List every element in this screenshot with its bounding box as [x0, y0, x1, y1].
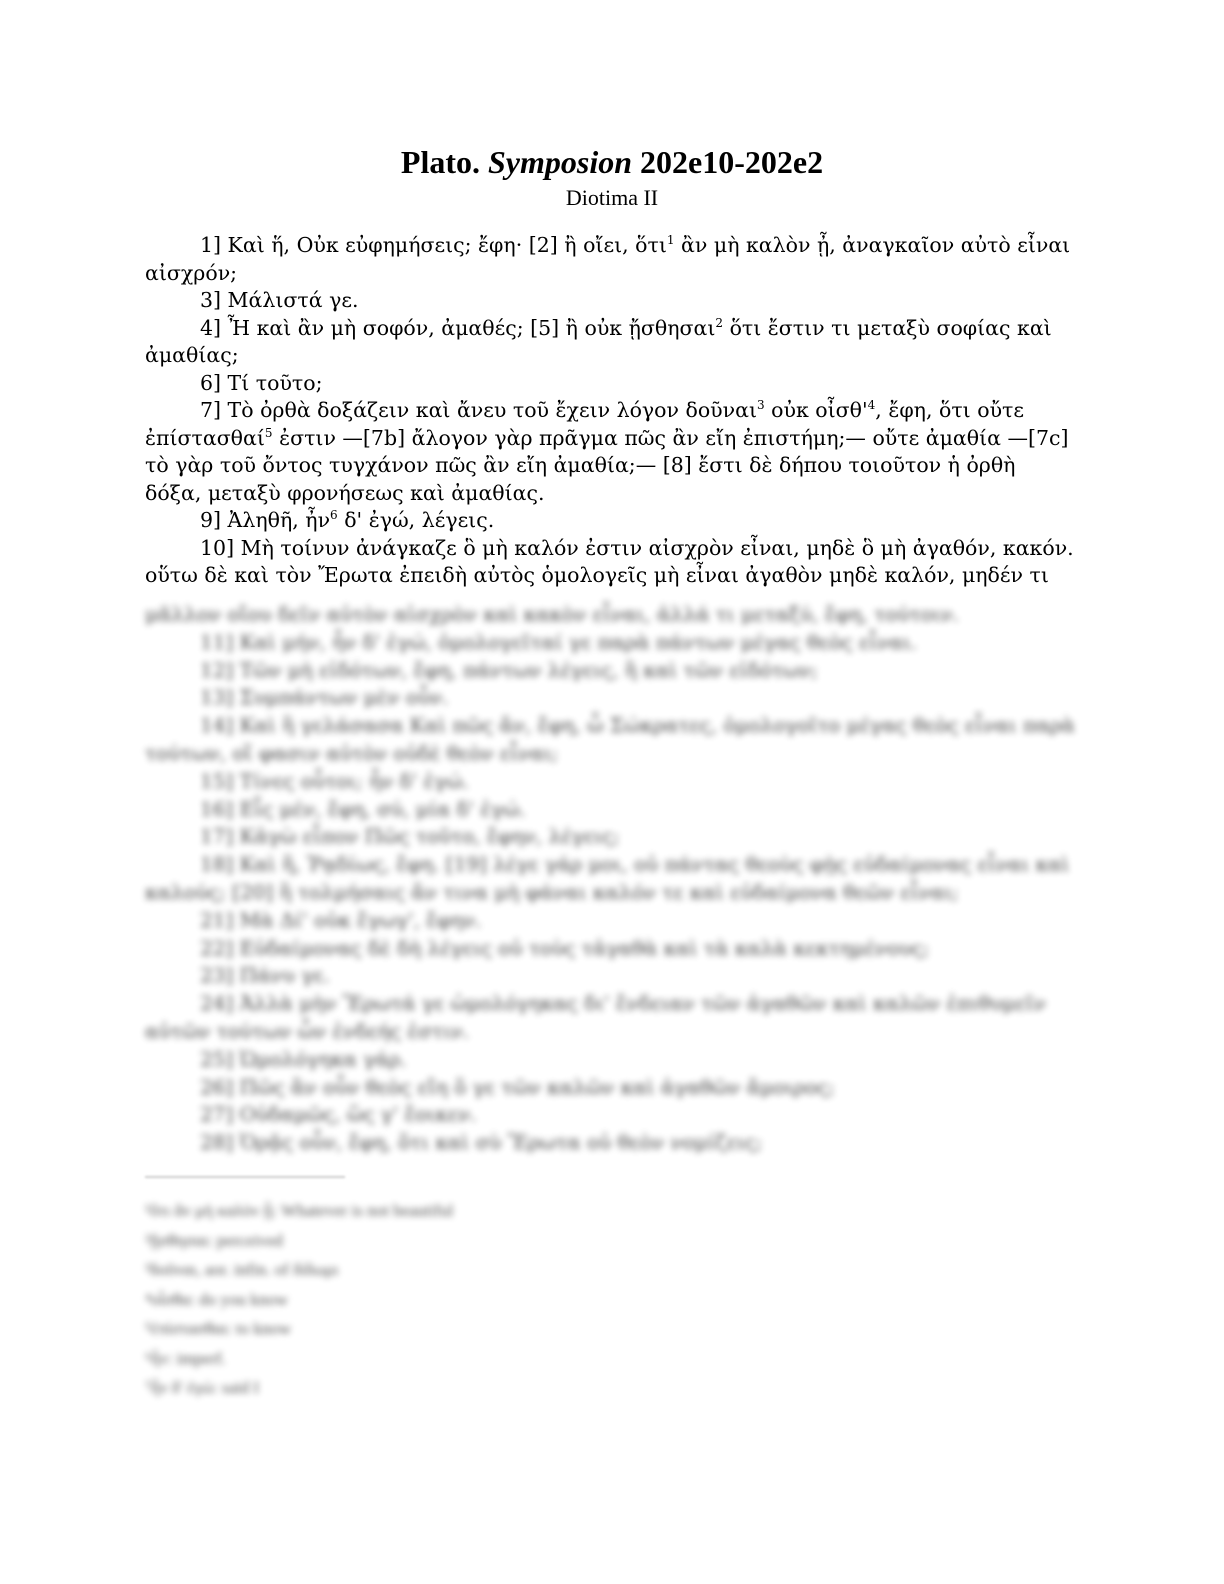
paragraph-9-text-b: δ' ἐγώ, λέγεις. [337, 508, 495, 532]
paragraph-18: 18] Καὶ ἥ, Ῥᾳδίως, ἔφη. [19] λέγε γάρ μοι, οὐ πάντας θεοὺς φῂς εὐδαίμονας εἶναι καὶ καλούς; [20] ἢ τολμήσαις ἄν τινα μὴ φάναι καλόν τε καὶ εὐδαίμονα θεῶν εἶναι; [145, 852, 1070, 904]
footnote-ref-1: 1 [666, 233, 675, 248]
paragraph-10-end: μᾶλλον οἴου δεῖν αὐτὸν αἰσχρὸν καὶ κακὸν εἶναι, ἀλλά τι μεταξύ, ἔφη, τούτοιν. [145, 602, 959, 626]
paragraph-13: 13] Συμπάντων μὲν οὖν. [200, 685, 449, 710]
paragraph-7-text-d: ἐστιν —[7b] ἄλογον γὰρ πρᾶγμα πῶς ἂν εἴη ἐπιστήμη;— οὔτε ἀμαθία —[7c] τὸ γὰρ τοῦ ὄντος τυγχάνον πῶς ἂν εἴη ἀμαθία;— [8] ἔστι δὲ δήπου τοιοῦτον ἡ ὀρθὴ δόξα, μεταξὺ φρονήσεως καὶ ἀμαθίας. [145, 425, 1069, 505]
paragraph-28: 28] Ὁρᾷς οὖν, ἔφη, ὅτι καὶ σὺ Ἔρωτα οὐ θεὸν νομίζεις; [200, 1130, 763, 1155]
footnotes [145, 1196, 665, 1403]
paragraph-1 [145, 232, 1075, 287]
paragraph-3: 3] Μάλιστά γε. [200, 288, 359, 312]
title-author: Plato. [400, 144, 480, 180]
footnote: ⁴οἶσθα: do you know [145, 1289, 288, 1309]
paragraph-22: 22] Εὐδαίμονας δὲ δὴ λέγεις οὐ τοὺς τἀγαθὰ καὶ τὰ καλὰ κεκτημένους; [200, 935, 930, 960]
footnote: ³δοῦναι, aor. infin. of δίδωμι [145, 1260, 339, 1279]
footnote-ref-4: 4 [867, 398, 876, 413]
footnote: ⁶ἦν: imperf. [145, 1348, 227, 1368]
paragraph-1-text-b: ἂν μὴ καλὸν ᾖ, ἀναγκαῖον αὐτὸ εἶναι αἰσχρόν; [145, 233, 1071, 285]
title-passage: 202e10-202e2 [640, 144, 824, 180]
paragraph-4-text-a: 4] Ἦ καὶ ἂν μὴ σοφόν, ἀμαθές; [5] ἢ οὐκ ᾔσθησαι [200, 315, 716, 340]
paragraph-26: 26] Πῶς ἂν οὖν θεὸς εἴη ὅ γε τῶν καλῶν καὶ ἀγαθῶν ἄμοιρος; [200, 1074, 835, 1099]
footnote: ¹ὅτι ἂν μὴ καλὸν ᾖ: Whatever is not beautiful [145, 1201, 454, 1220]
paragraph-9-text-a: 9] Ἀληθῆ, ἦν [200, 508, 331, 532]
paragraph-17: 17] Κἀγὼ εἶπον Πῶς τοῦτο, ἔφην, λέγεις; [200, 824, 620, 849]
paragraph-7-text-b: οὐκ οἶσθ' [764, 398, 868, 422]
paragraph-16: 16] Εἷς μέν, ἔφη, σύ, μία δ' ἐγώ. [200, 796, 526, 821]
paragraph-25: 25] Ὡμολόγηκα γάρ. [200, 1046, 407, 1071]
title-work: Symposion [488, 144, 633, 180]
paragraph-11: 11] Καὶ μήν, ἦν δ' ἐγώ, ὁμολογεῖταί γε παρὰ πάντων μέγας θεὸς εἶναι. [200, 629, 918, 654]
paragraph-10: 10] Μὴ τοίνυν ἀνάγκαζε ὃ μὴ καλόν ἐστιν αἰσχρὸν εἶναι, μηδὲ ὃ μὴ ἀγαθόν, κακόν. οὕτω δὲ καὶ τὸν Ἔρωτα ἐπειδὴ αὐτὸς ὁμολογεῖς μὴ εἶναι ἀγαθὸν μηδὲ καλόν, μηδέν τι [145, 535, 1074, 587]
paragraph-21: 21] Μὰ Δί' οὐκ ἔγωγ', ἔφην. [200, 907, 482, 932]
footnote-ref-6: 6 [330, 508, 338, 523]
footnote-ref-5: 5 [264, 425, 273, 440]
footnote-ref-3: 3 [756, 398, 765, 413]
blurred-text-region [145, 601, 1075, 1157]
paragraph-24: 24] Ἀλλὰ μὴν Ἔρωτά γε ὡμολόγηκας δι' ἔνδειαν τῶν ἀγαθῶν καὶ καλῶν ἐπιθυμεῖν αὐτῶν τούτων ὧν ἐνδεής ἐστιν. [145, 991, 1046, 1043]
paragraph-7-text-a: 7] Τὸ ὀρθὰ δοξάζειν καὶ ἄνευ τοῦ ἔχειν λόγον δοῦναι [200, 398, 757, 422]
paragraph-4-text-b: ὅτι ἔστιν τι μεταξὺ σοφίας καὶ ἀμαθίας; [145, 315, 1052, 367]
paragraph-4 [145, 315, 1075, 370]
paragraph-9 [145, 507, 1075, 535]
paragraph-1-text-a: 1] Καὶ ἥ, Οὐκ εὐφημήσεις; ἔφη· [2] ἢ οἴει, ὅτι [200, 233, 667, 257]
paragraph-14: 14] Καὶ ἣ γελάσασα Καὶ πῶς ἄν, ἔφη, ὦ Σώκρατες, ὁμολογοῖτο μέγας θεὸς εἶναι παρὰ τούτων, οἵ φασιν αὐτὸν οὐδὲ θεὸν εἶναι; [145, 713, 1075, 765]
paragraph-27: 27] Οὐδαμῶς, ὥς γ' ἔοικεν. [200, 1102, 477, 1127]
text-body [145, 232, 1075, 590]
paragraph-7 [145, 397, 1075, 507]
paragraph-7-text-c: , ἔφη, ὅτι οὔτε ἐπίστασθαί [145, 398, 1024, 450]
page-subtitle: Diotima II [565, 185, 659, 210]
footnote: ⁵ἐπίστασθαι: to know [145, 1319, 292, 1338]
paragraph-23: 23] Πάνυ γε. [200, 963, 330, 988]
footnote: ⁷ἦν δ' ἐγώ: said I [145, 1378, 260, 1397]
paragraph-12: 12] Τῶν μὴ εἰδότων, ἔφη, πάντων λέγεις, ἢ καὶ τῶν εἰδότων; [200, 657, 818, 682]
footnote: ²ᾔσθησαι: perceived [145, 1230, 283, 1250]
page-title [0, 142, 1224, 182]
footnote-divider [145, 1176, 345, 1178]
footnote-ref-2: 2 [715, 315, 724, 330]
paragraph-6: 6] Τί τοῦτο; [200, 370, 323, 395]
title-block [0, 142, 1224, 212]
paragraph-15: 15] Τίνες οὗτοι; ἦν δ' ἐγώ. [200, 768, 469, 793]
